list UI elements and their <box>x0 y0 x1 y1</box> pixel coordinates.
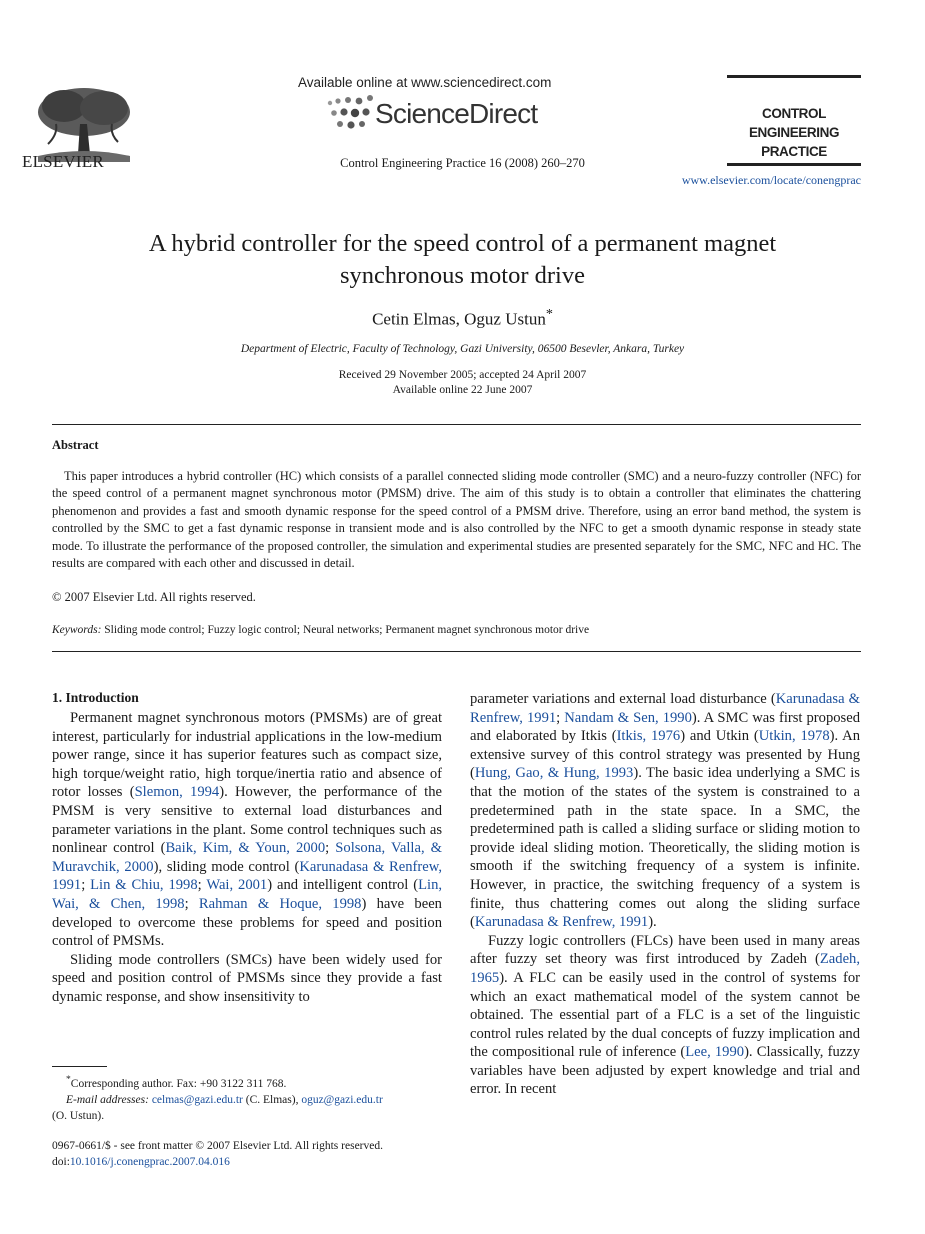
citation-link[interactable]: Utkin, 1978 <box>758 728 830 745</box>
citation-link[interactable]: Lin, Wai, & Chen, 1998 <box>52 877 443 912</box>
citation-link[interactable]: Karunadasa & Renfrew, 1991 <box>474 914 649 931</box>
article-dates <box>0 368 925 398</box>
citation-link[interactable]: Nandam & Sen, 1990 <box>564 709 692 726</box>
footnote-email2-name: (O. Ustun). <box>52 1109 105 1122</box>
keywords-label: Keywords: <box>52 624 102 636</box>
abstract-copyright: © 2007 Elsevier Ltd. All rights reserved. <box>52 590 256 604</box>
article-title <box>60 228 865 292</box>
citation-link[interactable]: Slemon, 1994 <box>134 784 220 801</box>
intro-paragraph-1: Permanent magnet synchronous motors (PMSMs) are of great interest, particularly for industrial applications in the low-medium power range, since it has superior features such as compact size, high torque/weight ratio, high torque/inertia ratio and absence of rotor losses (Slemon, 1994). However, the performance of the PMSM is very sensitive to external load disturbances and parameter variations in the plant. Some control techniques such as nonlinear control (Baik, Kim, & Youn, 2000; Solsona, Valla, & Muravchik, 2000), sliding mode control (Karunadasa & Renfrew, 1991; Lin & Chiu, 1998; Wai, 2001) and intelligent control (Lin, Wai, & Chen, 1998; Rahman & Hoque, 1998) have been developed to overcome these problems for speed and position control of PMSMs. <box>52 710 443 950</box>
authors-names: Cetin Elmas, Oguz Ustun <box>372 309 546 329</box>
front-matter <box>52 1138 383 1170</box>
abstract-rule-bottom <box>52 651 861 652</box>
body-column-right <box>470 690 860 1099</box>
abstract-body: This paper introduces a hybrid controller (HC) which consists of a parallel connected sliding mode controller (SMC) and a neuro-fuzzy controller (NFC) for the speed control of a permanent magnet synchronous motor (PMSM) drive. The aim of this study is to obtain a controller that eliminates the chattering phenomenon and provides a fast and smooth dynamic response for the speed control of a PMSM drive. Therefore, using an error band method, the system is controlled by the SMC to get a fast dynamic response in transient mode and is also controlled by the NFC to get a smooth dynamic response in steady state mode. To illustrate the performance of the proposed controller, the simulation and experimental studies are presented separately for the SMC, NFC and HC. The results are compared with each other and discussed in detail. <box>52 469 861 571</box>
keywords-list: Sliding mode control; Fuzzy logic control; Neural networks; Permanent magnet synchronous motor drive <box>104 624 590 636</box>
intro-paragraph-2-continued: parameter variations and external load disturbance (Karunadasa & Renfrew, 1991; Nandam & Sen, 1990). A SMC was first proposed and elaborated by Itkis (Itkis, 1976) and Utkin (Utkin, 1978). An extensive survey of this control strategy was presented by Hung (Hung, Gao, & Hung, 1993). The basic idea underlying a SMC is that the motion of the states of the system is constrained to a predetermined path in the state space. In a SMC, the predetermined path is called a sliding surface or sliding motion to provide ideal sliding motion. Theoretically, the sliding motion is smooth if the switching frequency of a system is infinite. However, in practice, the switching frequency of a system is finite, thus chattering comes out along the sliding surface (Karunadasa & Renfrew, 1991). <box>470 691 861 931</box>
keywords <box>52 624 589 636</box>
citation-link[interactable]: Zadeh, 1965 <box>470 951 860 986</box>
section-heading-introduction: 1. Introduction <box>52 690 139 705</box>
journal-name-line1: CONTROL ENGINEERING <box>748 106 840 140</box>
citation-link[interactable]: Rahman & Hoque, 1998 <box>198 895 362 912</box>
footnote <box>52 1072 442 1124</box>
citation-link[interactable]: Wai, 2001 <box>206 877 268 894</box>
issn-line: 0967-0661/$ - see front matter © 2007 Elsevier Ltd. All rights reserved. <box>52 1140 383 1152</box>
email-link-ustun[interactable]: oguz@gazi.edu.tr <box>301 1093 383 1106</box>
intro-paragraph-2: Sliding mode controllers (SMCs) have been widely used for speed and position control of PMSMs since they provide a fast dynamic response, and show insensitivity to <box>52 951 442 1005</box>
abstract-heading: Abstract <box>52 438 99 452</box>
available-online-text: Available online at www.sciencedirect.com <box>298 75 552 90</box>
journal-name-line2: PRACTICE <box>761 144 827 159</box>
footnote-emails: E-mail addresses: celmas@gazi.edu.tr (C. Elmas), oguz@gazi.edu.tr <box>66 1093 383 1106</box>
journal-name <box>727 104 861 161</box>
citation-link[interactable]: Lin & Chiu, 1998 <box>90 877 198 894</box>
citation-link[interactable]: Solsona, Valla, & Muravchik, 2000 <box>52 840 443 875</box>
available-date: Available online 22 June 2007 <box>392 384 533 396</box>
affiliation: Department of Electric, Faculty of Technology, Gazi University, 06500 Besevler, Ankara, Turkey <box>240 343 685 355</box>
footnote-corresponding: *Corresponding author. Fax: +90 3122 311 768. <box>66 1074 287 1090</box>
journal-rule-top <box>727 75 861 78</box>
journal-citation: Control Engineering Practice 16 (2008) 260–270 <box>340 156 585 170</box>
journal-url-link[interactable]: www.elsevier.com/locate/conengprac <box>681 173 861 187</box>
doi-link[interactable]: 10.1016/j.conengprac.2007.04.016 <box>69 1156 230 1168</box>
received-date: Received 29 November 2005; accepted 24 April 2007 <box>338 369 587 381</box>
abstract-rule-top <box>52 424 861 425</box>
article-title-line2: synchronous motor drive <box>340 262 585 289</box>
sciencedirect-wordmark: ScienceDirect <box>375 98 538 129</box>
footnote-rule <box>52 1066 107 1067</box>
sciencedirect-dots-icon <box>322 93 380 135</box>
citation-link[interactable]: Karunadasa & Renfrew, 1991 <box>470 691 860 726</box>
intro-paragraph-3: Fuzzy logic controllers (FLCs) have been used in many areas after fuzzy set theory was first introduced by Zadeh (Zadeh, 1965). A FLC can be easily used in the control of systems for which an exact mathematical model of the system cannot be obtained. The essential part of a FLC is a set of the linguistic control rules related by the dual concepts of fuzzy implication and the compositional rule of inference (Lee, 1990). Classically, fuzzy variables have been adjusted by expert knowledge and trial and error. In recent <box>470 932 860 1098</box>
citation-link[interactable]: Karunadasa & Renfrew, 1991 <box>52 858 442 894</box>
email-link-elmas[interactable]: celmas@gazi.edu.tr <box>151 1093 243 1106</box>
body-column-left <box>52 709 442 1007</box>
citation-link[interactable]: Hung, Gao, & Hung, 1993 <box>474 765 634 782</box>
author-list <box>0 306 925 330</box>
citation-link[interactable]: Lee, 1990 <box>685 1044 745 1061</box>
doi-line: doi:10.1016/j.conengprac.2007.04.016 <box>52 1156 230 1168</box>
citation-link[interactable]: Baik, Kim, & Youn, 2000 <box>165 840 326 857</box>
article-title-line1: A hybrid controller for the speed control of a permanent magnet <box>148 230 777 257</box>
corresponding-author-mark[interactable]: * <box>545 306 553 322</box>
publisher-name: ELSEVIER <box>22 152 104 171</box>
journal-rule-bottom <box>727 163 861 166</box>
citation-link[interactable]: Itkis, 1976 <box>616 728 681 745</box>
